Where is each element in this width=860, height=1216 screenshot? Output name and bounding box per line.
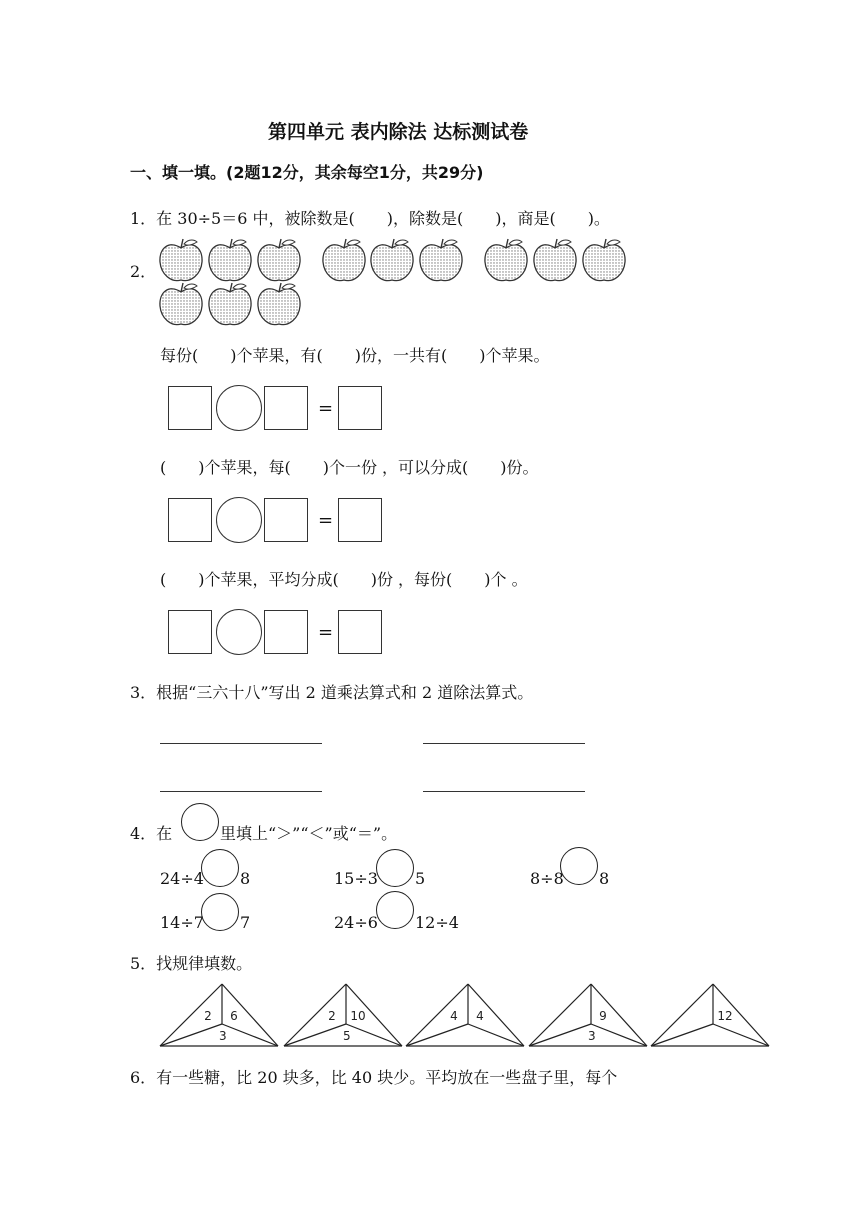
section-heading: 一、填一填。(2题12分，其余每空1分，共29分): [130, 163, 484, 182]
compare-circle-icon: [181, 803, 219, 841]
answer-line[interactable]: [423, 743, 585, 744]
pattern-number-left: 2: [328, 1009, 336, 1023]
question-2-number: 2．: [130, 262, 157, 281]
compare-circle[interactable]: [376, 849, 414, 887]
pattern-triangle: [284, 984, 402, 1046]
compare-left: 8÷8: [530, 869, 564, 888]
compare-right: 7: [240, 913, 251, 932]
apple-groups: [156, 234, 636, 334]
compare-left: 24÷6: [334, 913, 378, 932]
answer-line[interactable]: [160, 743, 322, 744]
compare-right: 8: [240, 869, 251, 888]
answer-box[interactable]: [168, 498, 212, 542]
pattern-number-right: 10: [350, 1009, 366, 1023]
answer-box[interactable]: [264, 610, 308, 654]
compare-right: 8: [599, 869, 610, 888]
compare-circle[interactable]: [201, 849, 239, 887]
answer-line[interactable]: [160, 791, 322, 792]
pattern-triangle: [160, 984, 278, 1046]
equals-sign: =: [318, 398, 334, 419]
equals-sign: =: [318, 622, 334, 643]
equals-sign: =: [318, 510, 334, 531]
answer-box[interactable]: [338, 386, 382, 430]
compare-circle[interactable]: [201, 893, 239, 931]
question-2-line-3: ( )个苹果，平均分成( )份 ，每份( )个 。: [160, 570, 528, 589]
pattern-triangles: [158, 982, 773, 1052]
question-6: 6．有一些糖，比 20 块多，比 40 块少。平均放在一些盘子里，每个: [130, 1068, 618, 1087]
compare-right: 12÷4: [415, 913, 459, 932]
compare-right: 5: [415, 869, 426, 888]
pattern-triangle: [406, 984, 524, 1046]
pattern-number-right: 6: [230, 1009, 238, 1023]
pattern-number-bottom: 3: [219, 1029, 227, 1043]
answer-box[interactable]: [168, 386, 212, 430]
question-1: 1．在 30÷5＝6 中，被除数是( )，除数是( )，商是( )。: [130, 209, 610, 228]
question-4-prompt-b: 里填上“＞”“＜”或“＝”。: [220, 824, 398, 843]
pattern-number-right: 4: [476, 1009, 484, 1023]
pattern-triangle: [529, 984, 647, 1046]
operator-circle[interactable]: [216, 609, 262, 655]
answer-box[interactable]: [264, 386, 308, 430]
answer-box[interactable]: [338, 610, 382, 654]
compare-circle[interactable]: [560, 847, 598, 885]
question-2-line-1: 每份( )个苹果，有( )份，一共有( )个苹果。: [160, 346, 550, 365]
operator-circle[interactable]: [216, 497, 262, 543]
pattern-number-bottom: 3: [588, 1029, 596, 1043]
pattern-triangle: [651, 984, 769, 1046]
compare-left: 15÷3: [334, 869, 378, 888]
question-4-prompt-a: 4．在: [130, 824, 173, 843]
operator-circle[interactable]: [216, 385, 262, 431]
page-title: 第四单元 表内除法 达标测试卷: [268, 121, 529, 143]
pattern-number-left: 2: [204, 1009, 212, 1023]
answer-box[interactable]: [168, 610, 212, 654]
question-5: 5．找规律填数。: [130, 954, 253, 973]
answer-line[interactable]: [423, 791, 585, 792]
compare-left: 14÷7: [160, 913, 204, 932]
answer-box[interactable]: [264, 498, 308, 542]
pattern-number-left: 4: [450, 1009, 458, 1023]
pattern-number-bottom: 5: [343, 1029, 351, 1043]
question-2-line-2: ( )个苹果，每( )个一份 ，可以分成( )份。: [160, 458, 539, 477]
compare-left: 24÷4: [160, 869, 204, 888]
question-3: 3．根据“三六十八”写出 2 道乘法算式和 2 道除法算式。: [130, 683, 534, 702]
pattern-number-right: 12: [717, 1009, 733, 1023]
answer-box[interactable]: [338, 498, 382, 542]
compare-circle[interactable]: [376, 891, 414, 929]
pattern-number-right: 9: [599, 1009, 607, 1023]
